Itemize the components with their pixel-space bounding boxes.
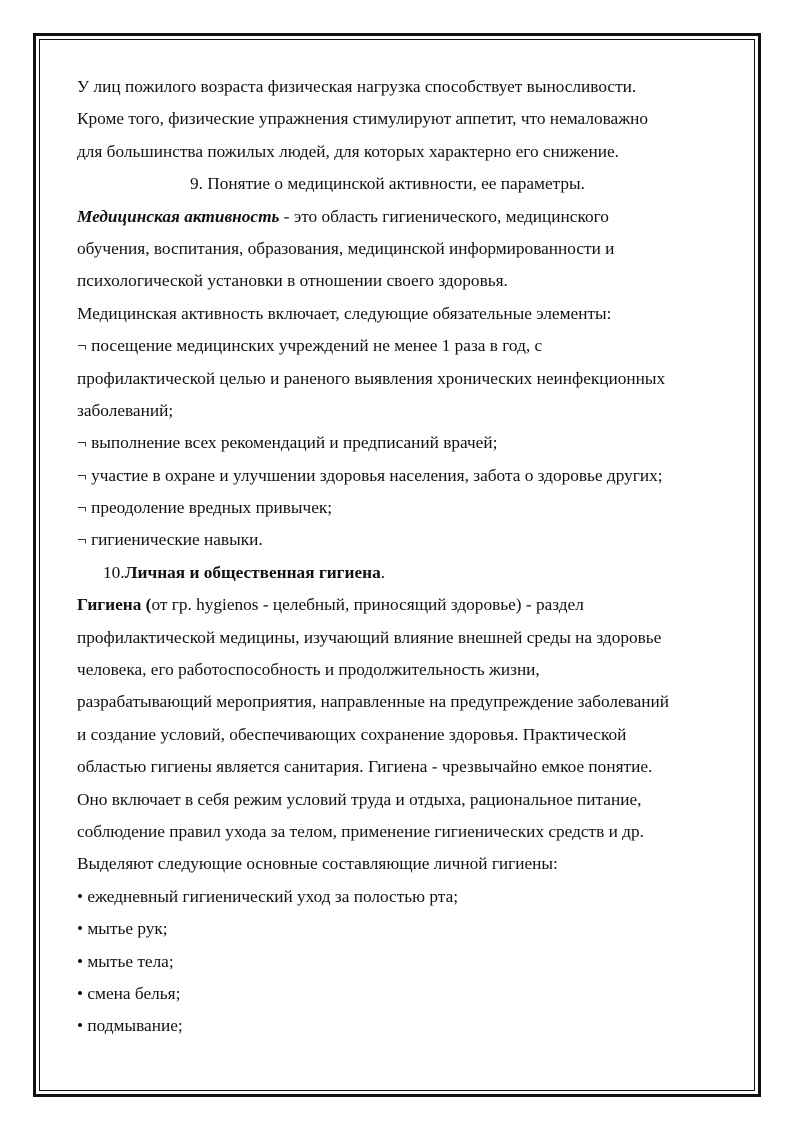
definition-line — [77, 589, 737, 621]
text-line: Кроме того, физические упражнения стимулируют аппетит, что немаловажно — [77, 109, 649, 129]
bullet-item: • смена белья; — [77, 983, 181, 1003]
list-item: ¬ выполнение всех рекомендаций и предписаний врачей; — [77, 433, 498, 453]
text-line: психологической установки в отношении своего здоровья. — [77, 271, 508, 291]
text-line: областью гигиены является санитария. Гигиена - чрезвычайно емкое понятие. — [77, 757, 653, 777]
list-item: ¬ посещение медицинских учреждений не менее 1 раза в год, с — [77, 336, 543, 356]
text-line: Оно включает в себя режим условий труда и отдыха, рациональное питание, — [77, 789, 642, 809]
heading-suffix: . — [380, 562, 386, 582]
heading-title: Личная и общественная гигиена — [124, 562, 381, 582]
bullet-item: • мытье тела; — [77, 951, 174, 971]
list-item: ¬ участие в охране и улучшении здоровья населения, забота о здоровье других; — [77, 465, 663, 485]
section-heading-9: 9. Понятие о медицинской активности, ее параметры. — [190, 174, 585, 194]
bullet-item: • мытье рук; — [77, 919, 168, 939]
text-line: профилактической медицины, изучающий влияние внешней среды на здоровье — [77, 627, 662, 647]
text-line: и создание условий, обеспечивающих сохранение здоровья. Практической — [77, 724, 627, 744]
term-hygiene: Гигиена ( — [77, 595, 152, 615]
list-item-continuation: профилактической целью и раненого выявления хронических неинфекционных — [77, 368, 666, 388]
list-intro: Медицинская активность включает, следующие обязательные элементы: — [77, 303, 612, 323]
bullet-item: • подмывание; — [77, 1016, 183, 1036]
bullet-item: • ежедневный гигиенический уход за полостью рта; — [77, 886, 459, 906]
definition-text: - это область гигиенического, медицинского — [279, 206, 609, 226]
text-line: соблюдение правил ухода за телом, применение гигиенических средств и др. — [77, 821, 644, 841]
text-line: обучения, воспитания, образования, медицинской информированности и — [77, 238, 615, 258]
definition-line — [77, 201, 737, 233]
heading-number: 10. — [103, 562, 125, 582]
term-medical-activity: Медицинская активность — [77, 206, 280, 226]
list-item: ¬ преодоление вредных привычек; — [77, 498, 333, 518]
section-heading-10 — [77, 557, 737, 589]
list-item: ¬ гигиенические навыки. — [77, 530, 263, 550]
text-line: У лиц пожилого возраста физическая нагрузка способствует выносливости. — [77, 77, 637, 96]
text-line: человека, его работоспособность и продолжительность жизни, — [77, 660, 540, 680]
text-line: разрабатывающий мероприятия, направленные на предупреждение заболеваний — [77, 692, 669, 712]
document-body — [77, 71, 737, 1043]
list-item-continuation: заболеваний; — [77, 400, 174, 420]
text-line: для большинства пожилых людей, для которых характерно его снижение. — [77, 141, 619, 161]
list-intro: Выделяют следующие основные составляющие личной гигиены: — [77, 854, 558, 874]
definition-text: от гр. hygienos - целебный, приносящий здоровье) - раздел — [151, 595, 584, 615]
